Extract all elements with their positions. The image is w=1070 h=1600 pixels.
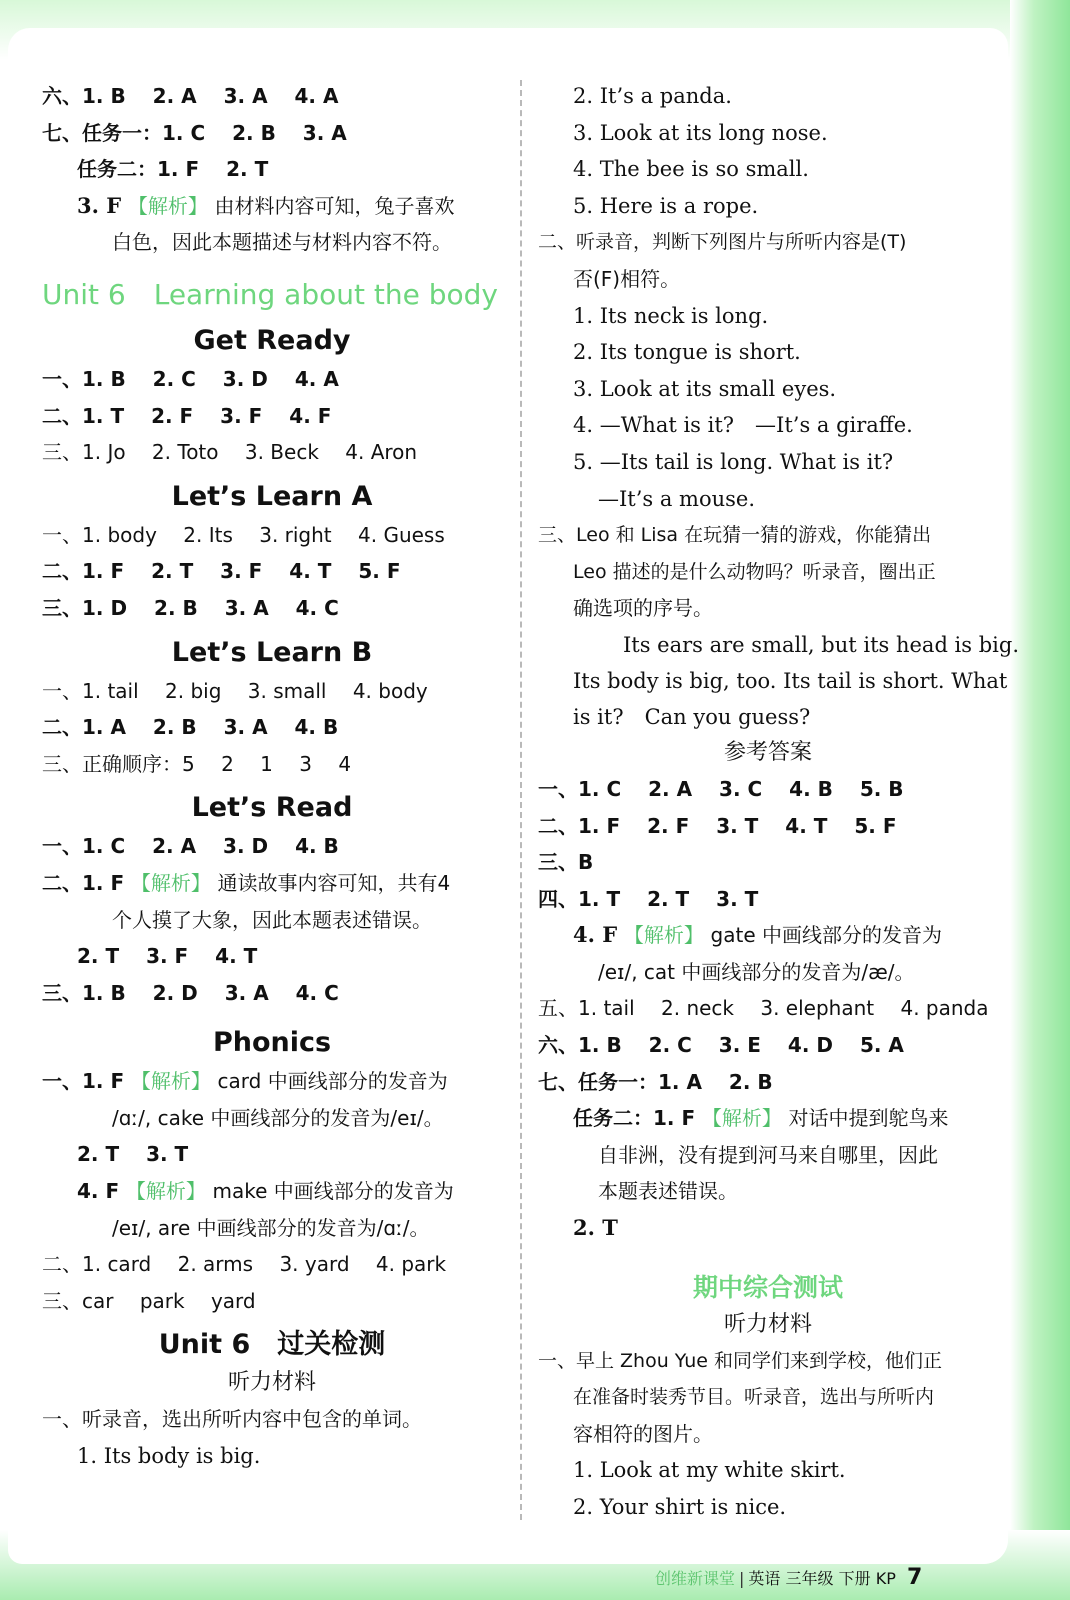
section-heading-unit-test: Unit 6 过关检测 (158, 1329, 386, 1361)
analysis-tag: 【解析】 (130, 1069, 211, 1094)
footer-subject: 英语 (748, 1569, 781, 1588)
script-line: 1. Its neck is long. (573, 303, 769, 328)
explained-answer (42, 1063, 502, 1100)
analysis-continuation: 本题表述错误。 (598, 1179, 738, 1204)
answer-number: 3. F (77, 192, 122, 218)
analysis-tag: 【解析】 (701, 1106, 782, 1131)
listening-material-heading: 听力材料 (723, 1311, 812, 1337)
answer-line: 二、1. F 2. T 3. F 4. T 5. F (42, 559, 401, 584)
question-line: 否(F)相符。 (573, 266, 681, 291)
script-line: 4. —What is it? —It’s a giraffe. (573, 413, 913, 438)
answer-line: 一、1. C 2. A 3. C 4. B 5. B (538, 776, 904, 801)
answer-line: 三、B (538, 850, 594, 875)
script-line: 2. Its tongue is short. (573, 340, 801, 365)
analysis-text: 由材料内容可知，兔子喜欢 (214, 193, 455, 218)
footer-separator: | (739, 1569, 745, 1588)
answer-line: 五、1. tail 2. neck 3. elephant 4. panda (538, 996, 989, 1021)
section-heading-learn-a: Let’s Learn A (171, 480, 373, 512)
section-heading-get-ready: Get Ready (193, 324, 351, 356)
script-line: 2. Your shirt is nice. (573, 1495, 787, 1519)
script-line: 5. Here is a rope. (573, 193, 759, 218)
analysis-text: make 中画线部分的发音为 (212, 1179, 454, 1204)
midterm-test-heading: 期中综合测试 (692, 1272, 843, 1302)
answer-line: 二、1. F 2. F 3. T 4. T 5. F (538, 813, 897, 838)
question-line: 二、听录音，判断下列图片与所听内容是(T) (538, 231, 907, 254)
script-line: 1. Its body is big. (77, 1444, 261, 1469)
analysis-continuation: /eɪ/, cat 中画线部分的发音为/æ/。 (598, 959, 915, 984)
answer-line: 一、1. B 2. C 3. D 4. A (42, 366, 339, 391)
answer-line: 2. T 3. T (77, 1142, 189, 1167)
explained-answer (42, 865, 502, 902)
script-line: 3. Look at its small eyes. (573, 376, 837, 401)
analysis-text: card 中画线部分的发音为 (217, 1069, 448, 1094)
answer-number: 一、1. F (42, 1069, 125, 1094)
answer-line: 七、任务一：1. C 2. B 3. A (42, 120, 347, 145)
answer-number: 4. F (77, 1179, 120, 1204)
explained-answer (42, 1173, 502, 1210)
section-heading-read: Let’s Read (191, 792, 353, 824)
answer-line: 三、car park yard (42, 1288, 256, 1313)
page-frame-right (1010, 0, 1070, 1600)
footer-edition: KP (875, 1569, 896, 1588)
column-divider (520, 80, 522, 1520)
analysis-tag: 【解析】 (130, 870, 211, 895)
analysis-text: 通读故事内容可知，共有4 (217, 870, 451, 895)
page-number: 7 (906, 1565, 923, 1590)
analysis-tag: 【解析】 (125, 1179, 206, 1204)
script-line: 2. It’s a panda. (573, 84, 732, 108)
answer-line: 三、1. B 2. D 3. A 4. C (42, 980, 339, 1005)
answer-line: 三、1. Jo 2. Toto 3. Beck 4. Aron (42, 440, 418, 465)
answer-line: 任务二：1. F 2. T (77, 157, 269, 182)
listening-material-heading: 听力材料 (227, 1370, 316, 1396)
script-line: 4. The bee is so small. (573, 157, 809, 182)
analysis-text: 对话中提到鸵鸟来 (788, 1106, 949, 1131)
question-line: Leo 描述的是什么动物吗？听录音，圈出正 (573, 560, 936, 583)
reference-answer-heading: 参考答案 (723, 739, 812, 765)
analysis-continuation: 白色，因此本题描述与材料内容不符。 (112, 230, 452, 255)
explained-answer (42, 188, 502, 225)
footer-grade: 三年级 (785, 1569, 834, 1588)
answer-number: 4. F (573, 922, 618, 948)
answer-line: 一、1. body 2. Its 3. right 4. Guess (42, 522, 445, 547)
answer-line: 一、1. tail 2. big 3. small 4. body (42, 678, 428, 703)
analysis-continuation: /eɪ/, are 中画线部分的发音为/ɑː/。 (112, 1215, 430, 1240)
script-line: 5. —Its tail is long. What is it? (573, 449, 894, 474)
analysis-continuation: 自非洲，没有提到河马来自哪里，因此 (598, 1142, 938, 1167)
script-paragraph-line: Its body is big, too. Its tail is short. What (573, 668, 1008, 693)
section-heading-learn-b: Let’s Learn B (171, 636, 373, 668)
answer-line: 一、1. C 2. A 3. D 4. B (42, 834, 339, 859)
answer-line: 二、1. A 2. B 3. A 4. B (42, 715, 339, 740)
script-paragraph-line: is it? Can you guess? (573, 704, 811, 729)
analysis-continuation: 个人摸了大象，因此本题表述错误。 (112, 907, 432, 932)
brand-name: 创维新课堂 (655, 1569, 736, 1588)
right-column (538, 78, 1020, 1526)
question-line: 一、早上 Zhou Yue 和同学们来到学校，他们正 (538, 1349, 943, 1372)
answer-line: 二、1. T 2. F 3. F 4. F (42, 403, 332, 428)
answer-line: 七、任务一：1. A 2. B (538, 1069, 773, 1094)
footer-volume: 下册 (838, 1569, 871, 1588)
answer-line: 2. T (573, 1215, 618, 1241)
script-line: —It’s a mouse. (598, 486, 756, 511)
section-heading-phonics: Phonics (212, 1027, 332, 1059)
answer-line: 三、1. D 2. B 3. A 4. C (42, 595, 339, 620)
page-footer (655, 1565, 1005, 1593)
unit-title: Unit 6 Learning about the body (42, 277, 498, 311)
script-line: 3. Look at its long nose. (573, 120, 828, 145)
question-line: 容相符的图片。 (573, 1421, 713, 1446)
script-line: 1. Look at my white skirt. (573, 1458, 846, 1483)
question-line: 一、听录音，选出所听内容中包含的单词。 (42, 1407, 422, 1432)
answer-number: 二、1. F (42, 870, 125, 895)
left-column (42, 78, 502, 1475)
answer-line: 六、1. B 2. A 3. A 4. A (42, 84, 339, 108)
answer-line: 四、1. T 2. T 3. T (538, 886, 759, 911)
question-line: 确选项的序号。 (573, 596, 713, 621)
explained-answer (538, 1100, 998, 1137)
question-line: 三、Leo 和 Lisa 在玩猜一猜的游戏，你能猜出 (538, 524, 932, 547)
answer-line: 2. T 3. F 4. T (77, 944, 258, 969)
analysis-tag: 【解析】 (127, 193, 208, 218)
analysis-continuation: /ɑː/, cake 中画线部分的发音为/eɪ/。 (112, 1105, 444, 1130)
explained-answer (538, 917, 998, 954)
analysis-text: gate 中画线部分的发音为 (710, 923, 942, 948)
analysis-tag: 【解析】 (623, 923, 704, 948)
answer-line: 二、1. card 2. arms 3. yard 4. park (42, 1252, 447, 1277)
script-paragraph-line: Its ears are small, but its head is big. (623, 632, 1020, 657)
question-line: 在准备时装秀节目。听录音，选出与所听内 (573, 1386, 935, 1409)
answer-line: 六、1. B 2. C 3. E 4. D 5. A (538, 1033, 904, 1058)
answer-line: 三、正确顺序：5 2 1 3 4 (42, 751, 352, 776)
answer-number: 任务二：1. F (573, 1106, 696, 1131)
